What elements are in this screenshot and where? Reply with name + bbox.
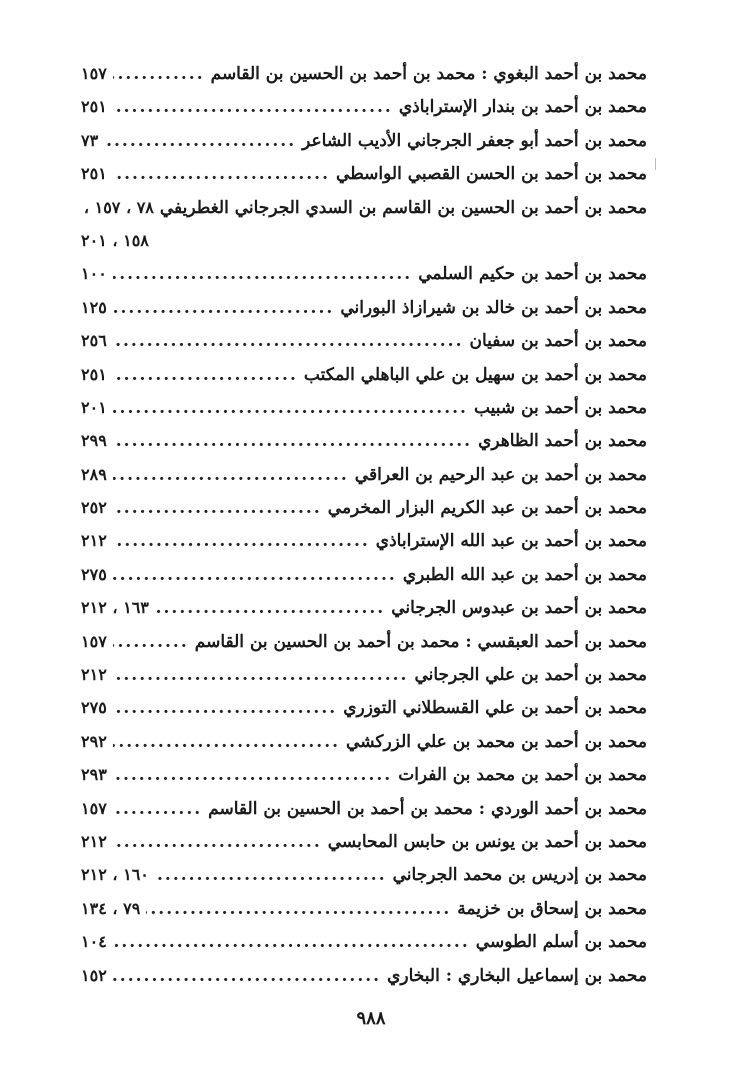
leader-dots [113, 492, 322, 525]
leader-dots [113, 559, 397, 592]
leader-dots [113, 826, 322, 859]
entry-pages: ٢٥١ [81, 364, 107, 384]
index-entry [81, 625, 647, 658]
leader-dots [113, 58, 205, 91]
entry-pages: ٧٩ ، ١٣٤ [81, 898, 141, 918]
index-entry [81, 291, 647, 324]
index-entry-continuation [81, 224, 647, 257]
entry-pages: ١٢٥ [81, 297, 107, 317]
leader-dots [113, 359, 298, 392]
index-entry [81, 124, 647, 157]
entry-pages: ٢٠١ [81, 397, 107, 417]
entry-pages: ٢٥١ [81, 164, 107, 184]
index-entry [81, 558, 647, 591]
entry-name: محمد بن أحمد بن شبيب [473, 397, 647, 418]
entry-pages: ٢٨٩ [81, 464, 107, 484]
index-list [81, 57, 647, 992]
leader-dots [113, 158, 330, 191]
index-entry [81, 491, 647, 524]
index-entry [81, 458, 647, 491]
index-entry [81, 591, 647, 624]
entry-pages: ١٥٨ ، ٢٠١ [81, 230, 149, 250]
leader-dots [146, 893, 451, 926]
entry-pages: ٢٩٢ [81, 731, 107, 751]
entry-name: محمد بن أحمد بن يونس بن حابس المحابسي [327, 831, 647, 852]
entry-pages: ٢٥٢ [81, 498, 107, 518]
entry-name: محمد بن أحمد الوردي : محمد بن أحمد بن الحسين بن القاسم [208, 798, 647, 819]
entry-name: محمد بن إدريس بن محمد الجرجاني [392, 865, 647, 886]
entry-pages: ١٥٧ [81, 64, 107, 83]
leader-dots [155, 859, 387, 892]
index-entry [81, 358, 647, 391]
entry-pages: ٢٧٥ [81, 698, 107, 718]
leader-dots [113, 425, 472, 458]
index-entry [81, 858, 647, 891]
leader-dots [113, 659, 409, 692]
entry-name: محمد بن أحمد بن عبدوس الجرجاني [391, 598, 647, 619]
entry-name: محمد بن أحمد بن بندار الإستراباذي [398, 97, 647, 118]
entry-name: محمد بن أحمد بن علي الجرجاني [414, 665, 647, 686]
index-entry [81, 324, 647, 357]
leader-dots [113, 926, 470, 959]
leader-dots [113, 960, 381, 993]
entry-pages: ٢٩٣ [81, 765, 107, 785]
leader-dots [113, 459, 349, 492]
index-entry [81, 257, 647, 290]
index-entry [81, 825, 647, 858]
leader-dots [155, 592, 385, 625]
entry-pages: ٢١٢ [81, 531, 107, 551]
entry-name: محمد بن أحمد بن محمد بن علي الزركشي [346, 731, 647, 752]
index-entry [81, 191, 647, 224]
entry-pages: ٢١٢ [81, 831, 107, 851]
leader-dots [104, 125, 296, 158]
index-entry [81, 391, 647, 424]
index-entry [81, 57, 647, 90]
entry-pages: ١٠٠ [81, 264, 107, 284]
entry-name: محمد بن أحمد بن عبد الله الطبري [402, 564, 647, 585]
entry-pages: ١٥٢ [81, 965, 107, 985]
entry-name: محمد بن أحمد بن عبد الرحيم بن العراقي [354, 464, 647, 485]
entry-pages: ٧٣ [81, 130, 99, 150]
leader-dots [113, 292, 335, 325]
entry-name: محمد بن أحمد بن الحسن القصبي الواسطي [336, 164, 647, 185]
index-entry [81, 792, 647, 825]
leader-dots [113, 759, 392, 792]
entry-name: محمد بن أحمد بن عبد الكريم البزار المخرمي [327, 498, 647, 519]
entry-name: محمد بن إسماعيل البخاري : البخاري [387, 965, 647, 986]
entry-name: محمد بن أحمد بن خالد بن شيرازاذ البوراني [340, 297, 647, 318]
index-entry [81, 758, 647, 791]
entry-name: محمد بن أحمد بن حكيم السلمي [418, 264, 647, 285]
entry-name: محمد بن أحمد بن سهيل بن علي الباهلي المكتب [303, 364, 647, 385]
leader-dots [113, 392, 468, 425]
entry-name: محمد بن أحمد بن عبد الله الإستراباذي [375, 531, 647, 552]
entry-pages: ٧٨ ، ١٥٧ ، [83, 197, 154, 217]
leader-dots [113, 726, 340, 759]
page-number: ٩٨٨ [356, 1008, 386, 1029]
entry-pages: ١٥٧ [81, 631, 107, 651]
index-entry [81, 90, 647, 123]
entry-name: محمد بن أسلم الطوسي [475, 932, 647, 953]
entry-pages: ١٥٧ [81, 798, 107, 818]
index-entry [81, 725, 647, 758]
entry-pages: ٢١٢ [81, 665, 107, 685]
entry-name: محمد بن أحمد العبقسي : محمد بن أحمد بن الحسين بن القاسم [194, 631, 647, 652]
entry-pages: ٢٩٩ [81, 431, 107, 451]
entry-pages: ١٦٣ ، ٢١٢ [81, 598, 149, 618]
index-entry [81, 691, 647, 724]
entry-name: محمد بن أحمد الظاهري [478, 431, 647, 452]
entry-name: محمد بن أحمد أبو جعفر الجرجاني الأديب الشاعر [302, 130, 647, 151]
margin-mark [655, 158, 656, 170]
entry-pages: ٢٧٥ [81, 564, 107, 584]
leader-dots [113, 325, 464, 358]
entry-name: محمد بن أحمد بن محمد بن الفرات [398, 765, 647, 786]
entry-pages: ١٠٤ [81, 932, 107, 952]
entry-pages: ٢٥٦ [81, 331, 107, 351]
entry-name: محمد بن إسحاق بن خزيمة [457, 898, 647, 919]
index-entry [81, 892, 647, 925]
entry-name: محمد بن أحمد البغوي : محمد بن أحمد بن الحسين بن القاسم [210, 64, 647, 84]
index-entry [81, 925, 647, 958]
leader-dots [113, 626, 189, 659]
index-entry [81, 658, 647, 691]
leader-dots [113, 91, 393, 124]
entry-name: محمد بن أحمد بن علي القسطلاني التوزري [343, 698, 647, 719]
index-entry [81, 424, 647, 457]
leader-dots [113, 258, 412, 291]
entry-name: محمد بن أحمد بن سفيان [469, 331, 647, 352]
leader-dots [113, 793, 202, 826]
index-entry [81, 524, 647, 557]
leader-dots [113, 692, 337, 725]
entry-pages: ١٦٠ ، ٢١٢ [81, 865, 149, 885]
index-entry [81, 959, 647, 992]
entry-name: محمد بن أحمد بن الحسين بن القاسم بن السدي الجرجاني الغطريفي [159, 197, 647, 218]
entry-pages: ٢٥١ [81, 97, 107, 117]
index-entry [81, 157, 647, 190]
leader-dots [113, 525, 370, 558]
